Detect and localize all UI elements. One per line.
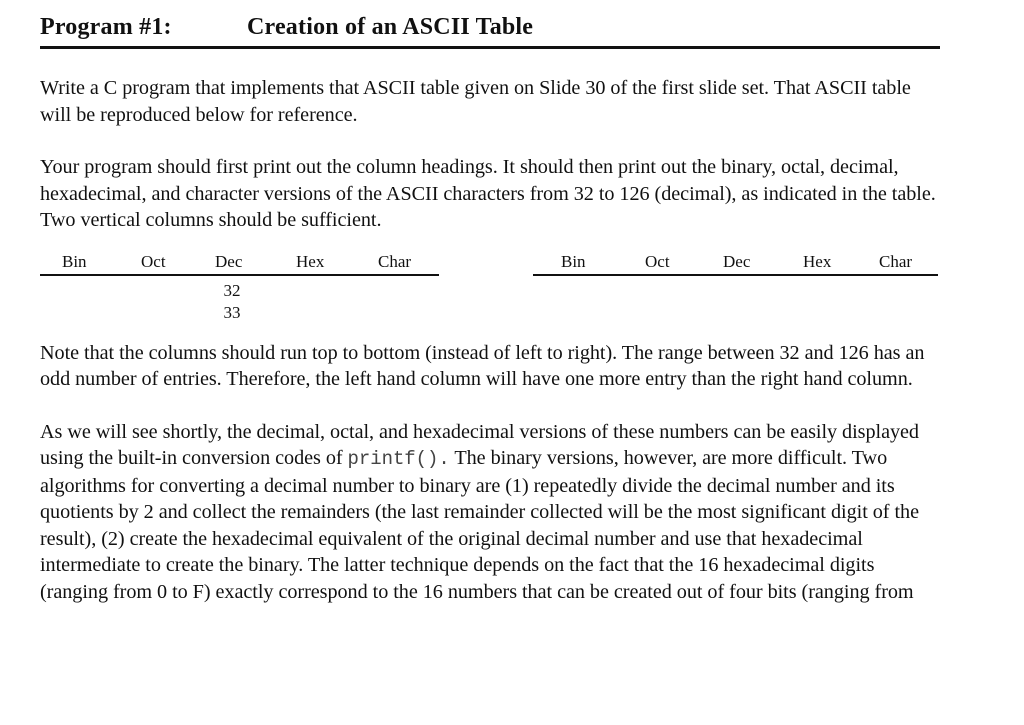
- code-printf: printf().: [347, 448, 450, 470]
- document-page: [40, 12, 940, 605]
- paragraph-text: The binary versions, however, are more difficult. Two algorithms for converting a decimal number to binary are (1) repeatedly divide the decimal number and its quotients by 2 and collect the remainders (the last remainder collected will be the most significant digit of the result), (2) create the hexadecimal equivalent of the original decimal number and use that hexadecimal intermediate to create the binary. The latter technique depends on the fact that the 16 hexadecimal digits (ranging from 0 to F) exactly correspond to the 16 numbers that can be created out of four bits (ranging from: [40, 447, 919, 603]
- column-header-hex: Hex: [803, 251, 832, 271]
- column-header-bin: Bin: [561, 251, 586, 271]
- column-header-bin: Bin: [62, 251, 87, 271]
- ascii-table-right: [533, 252, 938, 276]
- paragraph-requirements: Your program should first print out the column headings. It should then print out the binary, octal, decimal, hexadecimal, and character versions of the ASCII characters from 32 to 126 (decimal), as indicated in the table. Two vertical columns should be sufficient.: [40, 156, 936, 231]
- paragraph-text: As we will see shortly, the decimal, octal, and hexadecimal versions of these numbers can be easily displayed using the built-in conversion codes of: [40, 420, 919, 469]
- program-label: Program #1:: [40, 14, 172, 40]
- page-title: Creation of an ASCII Table: [247, 14, 534, 40]
- column-header-char: Char: [879, 251, 913, 271]
- dec-value-cell: 33: [223, 302, 241, 322]
- column-header-oct: Oct: [645, 251, 670, 271]
- column-header-hex: Hex: [296, 251, 325, 271]
- column-header-char: Char: [378, 251, 412, 271]
- paragraph-conversion: [40, 419, 940, 606]
- title-bar: [40, 12, 940, 49]
- dec-value-cell: 32: [223, 280, 241, 300]
- column-header-dec: Dec: [723, 251, 751, 271]
- ascii-table-left: [40, 252, 439, 276]
- paragraph-intro: Write a C program that implements that ASCII table given on Slide 30 of the first slide set. That ASCII table will be reproduced below for reference.: [40, 77, 911, 126]
- ascii-table-layout: [40, 252, 940, 340]
- column-header-dec: Dec: [215, 251, 243, 271]
- column-header-oct: Oct: [141, 251, 166, 271]
- paragraph-column-order: Note that the columns should run top to bottom (instead of left to right). The range between 32 and 126 has an odd number of entries. Therefore, the left hand column will have one more entry than the right hand column.: [40, 341, 925, 390]
